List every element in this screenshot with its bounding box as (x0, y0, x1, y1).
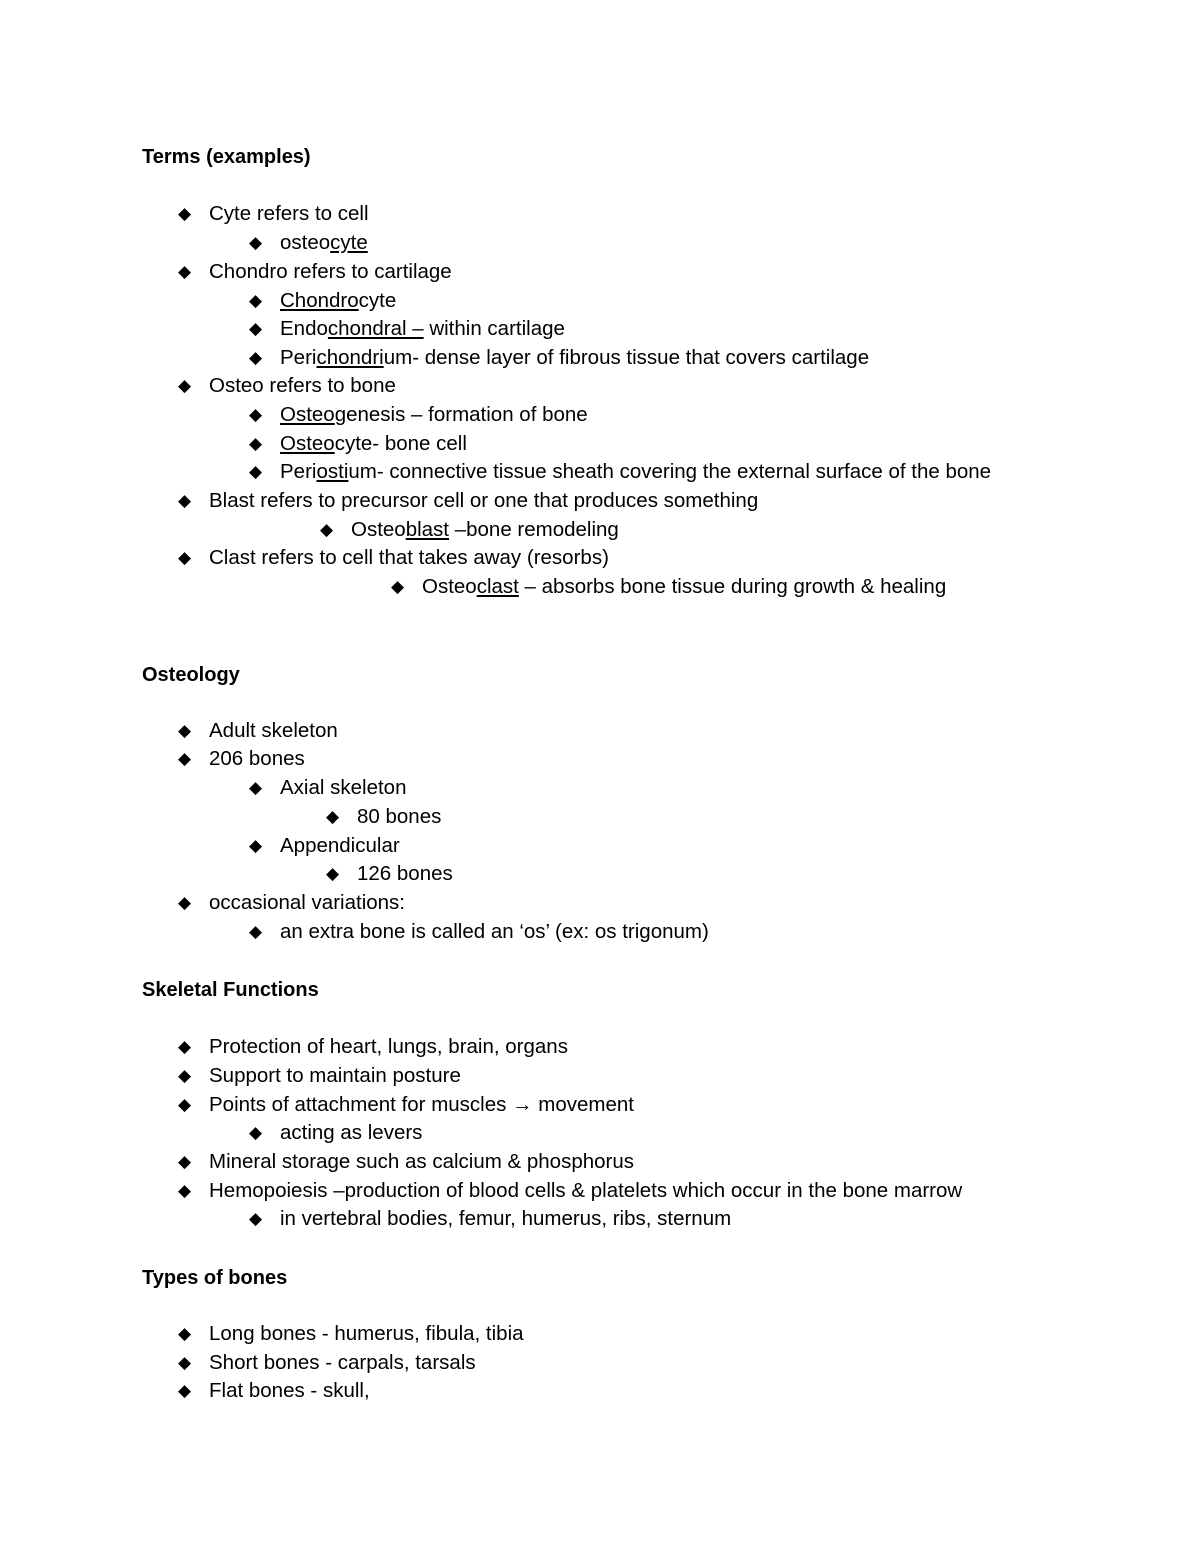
diamond-bullet-icon: ◆ (326, 864, 340, 883)
diamond-bullet-icon: ◆ (249, 836, 263, 855)
diamond-bullet-icon: ◆ (249, 319, 263, 338)
list-item (178, 544, 609, 572)
diamond-bullet-icon: ◆ (178, 1181, 192, 1200)
item-text-underlined: Osteo (280, 432, 335, 455)
item-text: Protection of heart, lungs, brain, organs (209, 1035, 568, 1058)
item-text: Clast refers to cell that takes away (resorbs) (209, 546, 609, 569)
diamond-bullet-icon: ◆ (178, 262, 192, 281)
list-item (249, 458, 991, 486)
item-text: osteo (280, 231, 331, 254)
diamond-bullet-icon: ◆ (249, 922, 263, 941)
item-text: Osteo (351, 518, 406, 541)
list-item (178, 1091, 634, 1119)
item-text: Chondro refers to cartilage (209, 260, 452, 283)
item-text-underlined: Osteo (280, 403, 335, 426)
list-item (178, 745, 305, 773)
list-item (178, 487, 758, 515)
list-item (178, 1033, 568, 1061)
list-item (178, 1349, 476, 1377)
diamond-bullet-icon: ◆ (178, 1381, 192, 1400)
list-item (178, 372, 396, 400)
item-text: Hemopoiesis –production of blood cells & platelets which occur in the bone marrow (209, 1179, 963, 1202)
list-item (178, 1148, 634, 1176)
item-text: Peri (280, 460, 317, 483)
item-text: Osteo refers to bone (209, 374, 396, 397)
item-text: um- dense layer of fibrous tissue that covers cartilage (383, 346, 870, 369)
diamond-bullet-icon: ◆ (249, 1123, 263, 1142)
list-item (249, 401, 588, 429)
diamond-bullet-icon: ◆ (249, 291, 263, 310)
diamond-bullet-icon: ◆ (178, 1353, 192, 1372)
item-text: um- connective tissue sheath covering the external surface of the bone (348, 460, 992, 483)
item-text: cyte (358, 289, 397, 312)
item-text: Axial skeleton (280, 776, 407, 799)
list-item (391, 573, 946, 601)
list-item (249, 430, 467, 458)
diamond-bullet-icon: ◆ (249, 778, 263, 797)
item-text: Cyte refers to cell (209, 202, 369, 225)
item-text: Short bones - carpals, tarsals (209, 1351, 476, 1374)
diamond-bullet-icon: ◆ (178, 893, 192, 912)
item-text: –bone remodeling (449, 518, 619, 541)
list-item (249, 1205, 731, 1233)
diamond-bullet-icon: ◆ (249, 1209, 263, 1228)
list-item (320, 516, 619, 544)
list-item (178, 717, 338, 745)
item-text: occasional variations: (209, 891, 405, 914)
diamond-bullet-icon: ◆ (249, 348, 263, 367)
list-item (178, 1177, 962, 1205)
item-text: Blast refers to precursor cell or one that produces something (209, 489, 759, 512)
list-item (249, 1119, 422, 1147)
functions-heading: Skeletal Functions (142, 979, 319, 1001)
terms-heading: Terms (examples) (142, 146, 311, 168)
list-item (326, 860, 453, 888)
diamond-bullet-icon: ◆ (178, 1037, 192, 1056)
item-text-underlined: blast (405, 518, 450, 541)
item-text: – absorbs bone tissue during growth & healing (518, 575, 947, 598)
item-text: Support to maintain posture (209, 1064, 461, 1087)
diamond-bullet-icon: ◆ (249, 434, 263, 453)
types-heading: Types of bones (142, 1267, 288, 1289)
list-item (249, 344, 869, 372)
diamond-bullet-icon: ◆ (178, 204, 192, 223)
list-item (178, 200, 369, 228)
item-text: in vertebral bodies, femur, humerus, ribs, sternum (280, 1207, 732, 1230)
item-text: genesis – formation of bone (334, 403, 588, 426)
item-text: 80 bones (357, 805, 442, 828)
item-text: Long bones - humerus, fibula, tibia (209, 1322, 524, 1345)
list-item (249, 832, 400, 860)
list-item (249, 229, 368, 257)
item-text-underlined: chondral – (327, 317, 424, 340)
diamond-bullet-icon: ◆ (178, 1095, 192, 1114)
list-item (178, 1062, 461, 1090)
item-text: cyte- bone cell (334, 432, 467, 455)
item-text-underlined: cyte (330, 231, 368, 254)
diamond-bullet-icon: ◆ (178, 1324, 192, 1343)
osteology-heading: Osteology (142, 664, 240, 686)
item-text: Points of attachment for muscles → movement (209, 1093, 634, 1116)
list-item (249, 918, 709, 946)
list-item (178, 889, 405, 917)
list-item (249, 287, 396, 315)
item-text: 206 bones (209, 747, 305, 770)
list-item (178, 1377, 370, 1405)
item-text: Osteo (422, 575, 477, 598)
diamond-bullet-icon: ◆ (326, 807, 340, 826)
item-text-underlined: osti (316, 460, 349, 483)
item-text: within cartilage (423, 317, 565, 340)
list-item (249, 774, 406, 802)
list-item (249, 315, 565, 343)
item-text: Adult skeleton (209, 719, 338, 742)
item-text-underlined: Chondro (280, 289, 359, 312)
diamond-bullet-icon: ◆ (178, 749, 192, 768)
item-text: an extra bone is called an ‘os’ (ex: os trigonum) (280, 920, 709, 943)
item-text-underlined: clast (476, 575, 519, 598)
item-text-underlined: chondri (316, 346, 384, 369)
list-item (326, 803, 441, 831)
diamond-bullet-icon: ◆ (249, 405, 263, 424)
item-text: Mineral storage such as calcium & phosphorus (209, 1150, 635, 1173)
diamond-bullet-icon: ◆ (249, 233, 263, 252)
item-text: acting as levers (280, 1121, 423, 1144)
diamond-bullet-icon: ◆ (178, 1152, 192, 1171)
list-item (178, 1320, 524, 1348)
diamond-bullet-icon: ◆ (178, 376, 192, 395)
item-text: Endo (280, 317, 328, 340)
item-text: Appendicular (280, 834, 400, 857)
diamond-bullet-icon: ◆ (320, 520, 334, 539)
item-text: Flat bones - skull, (209, 1379, 370, 1402)
list-item (178, 258, 452, 286)
diamond-bullet-icon: ◆ (178, 1066, 192, 1085)
diamond-bullet-icon: ◆ (178, 721, 192, 740)
diamond-bullet-icon: ◆ (391, 577, 405, 596)
diamond-bullet-icon: ◆ (178, 548, 192, 567)
diamond-bullet-icon: ◆ (249, 462, 263, 481)
item-text: Peri (280, 346, 317, 369)
diamond-bullet-icon: ◆ (178, 491, 192, 510)
item-text: 126 bones (357, 862, 453, 885)
